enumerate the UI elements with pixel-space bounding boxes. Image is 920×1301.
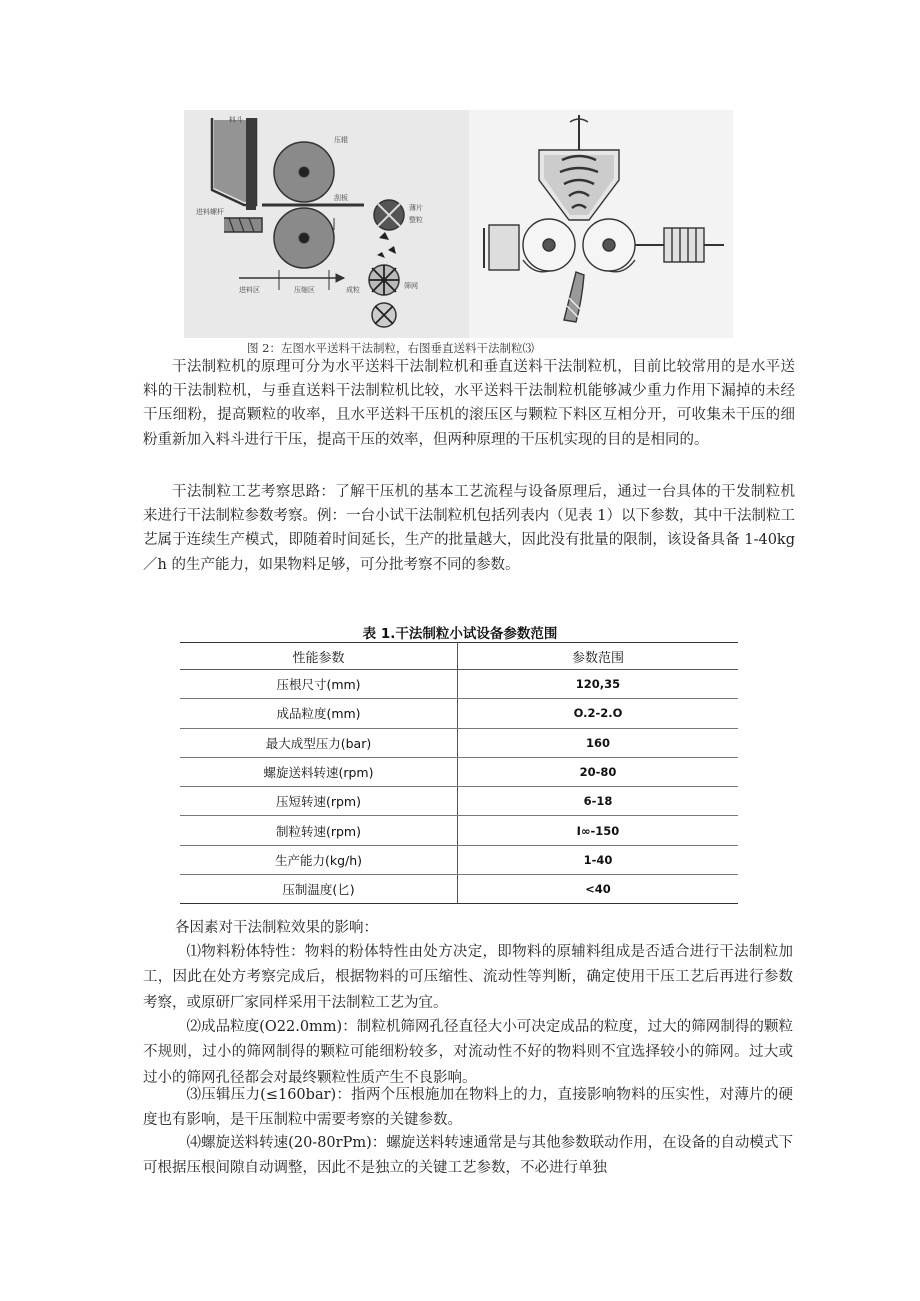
param-value: 120,35 xyxy=(458,670,739,699)
table-title: 表 1.干法制粒小试设备参数范围 xyxy=(362,626,558,642)
factor-item-granule-size: ⑵成品粒度(O22.0mm)：制粒机筛网孔径直径大小可决定成品的粒度，过大的筛网制得的颗粒不规则，过小的筛网制得的颗粒可能细粉较多，对流动性不好的物料则不宜选择较小的筛网。过大或过小的筛网孔径都会对最终颗粒性质产生不良影响。 xyxy=(143,1019,793,1086)
table-row xyxy=(180,757,738,786)
label-feed-zone: 进料区 xyxy=(239,286,260,294)
factor-item-material: ⑴物料粉体特性：物料的粉体特性由处方决定，即物料的原辅料组成是否适合进行干法制粒加工，因此在处方考察完成后，根据物料的可压缩性、流动性等判断，确定使用干压工艺后再进行参数考察，或原研厂家同样采用干法制粒工艺为宜。 xyxy=(143,944,793,1011)
param-name: 制粒转速(rpm) xyxy=(180,816,458,845)
table-row xyxy=(180,699,738,728)
table-row xyxy=(180,875,738,904)
param-value: 160 xyxy=(458,728,739,757)
label-scraper: 刮板 xyxy=(334,194,348,202)
param-value: 6-18 xyxy=(458,787,739,816)
param-name: 最大成型压力(bar) xyxy=(180,728,458,757)
param-name: 压制温度(匕) xyxy=(180,875,458,904)
paragraph-approach: 干法制粒工艺考察思路：了解干压机的基本工艺流程与设备原理后，通过一台具体的干发制粒机来进行干法制粒参数考察。例：一台小试干法制粒机包括列表内（见表 1）以下参数，其中干法制粒工艺属于连续生产模式，即随着时间延长，生产的批量越大，因此没有批量的限制，该设备具备 1-40kg／h 的生产能力，如果物料足够，可分批考察不同的参数。 xyxy=(143,484,795,573)
table-header-row xyxy=(180,643,738,670)
table-row xyxy=(180,728,738,757)
param-name: 成品粒度(mm) xyxy=(180,699,458,728)
table-row xyxy=(180,787,738,816)
table-row xyxy=(180,670,738,699)
param-name: 生产能力(kg/h) xyxy=(180,845,458,874)
param-value: O.2-2.O xyxy=(458,699,739,728)
label-press-roll: 压辊 xyxy=(334,136,348,144)
factor-item-roll-pressure: ⑶压辑压力(≤160bar)：指两个压根施加在物料上的力，直接影响物料的压实性，对薄片的硬度也有影响，是干压制粒中需要考察的关键参数。 xyxy=(143,1087,793,1129)
header-range: 参数范围 xyxy=(458,643,739,670)
label-sieve: 筛网 xyxy=(404,282,418,290)
table-row xyxy=(180,816,738,845)
param-name: 压根尺寸(mm) xyxy=(180,670,458,699)
param-value: <40 xyxy=(458,875,739,904)
table-row xyxy=(180,845,738,874)
label-hopper: 料斗 xyxy=(229,116,243,124)
granulator-diagram xyxy=(184,110,733,338)
figure-caption: 图 2：左图水平送料干法制粒，右图垂直送料干法制粒⑶ xyxy=(247,341,534,355)
factors-intro: 各因素对干法制粒效果的影响： xyxy=(175,920,378,936)
label-granulator: 整粒 xyxy=(409,216,423,224)
param-value: 1-40 xyxy=(458,845,739,874)
param-value: 20-80 xyxy=(458,757,739,786)
param-name: 螺旋送料转速(rpm) xyxy=(180,757,458,786)
label-thin-sheet: 薄片 xyxy=(409,204,423,212)
param-name: 压短转速(rpm) xyxy=(180,787,458,816)
granulator-figure xyxy=(184,110,733,338)
parameter-table xyxy=(180,642,738,904)
param-value: I∞-150 xyxy=(458,816,739,845)
label-granule-zone: 成粒 xyxy=(346,286,360,294)
label-press-zone: 压缩区 xyxy=(294,286,315,294)
paragraph-principle: 干法制粒机的原理可分为水平送料干法制粒机和垂直送料干法制粒机，目前比较常用的是水平送料的干法制粒机，与垂直送料干法制粒机比较，水平送料干法制粒机能够减少重力作用下漏掉的未经干压细粉，提高颗粒的收率，且水平送料干压机的滚压区与颗粒下料区互相分开，可收集未干压的细粉重新加入料斗进行干压，提高干压的效率，但两种原理的干压机实现的目的是相同的。 xyxy=(143,359,795,448)
header-parameter: 性能参数 xyxy=(180,643,458,670)
factor-item-screw-speed: ⑷螺旋送料转速(20-80rPm)：螺旋送料转速通常是与其他参数联动作用，在设备的自动模式下可根据压根间隙自动调整，因此不是独立的关键工艺参数，不必进行单独 xyxy=(143,1135,793,1177)
label-feed-screw: 进料螺杆 xyxy=(196,208,224,216)
